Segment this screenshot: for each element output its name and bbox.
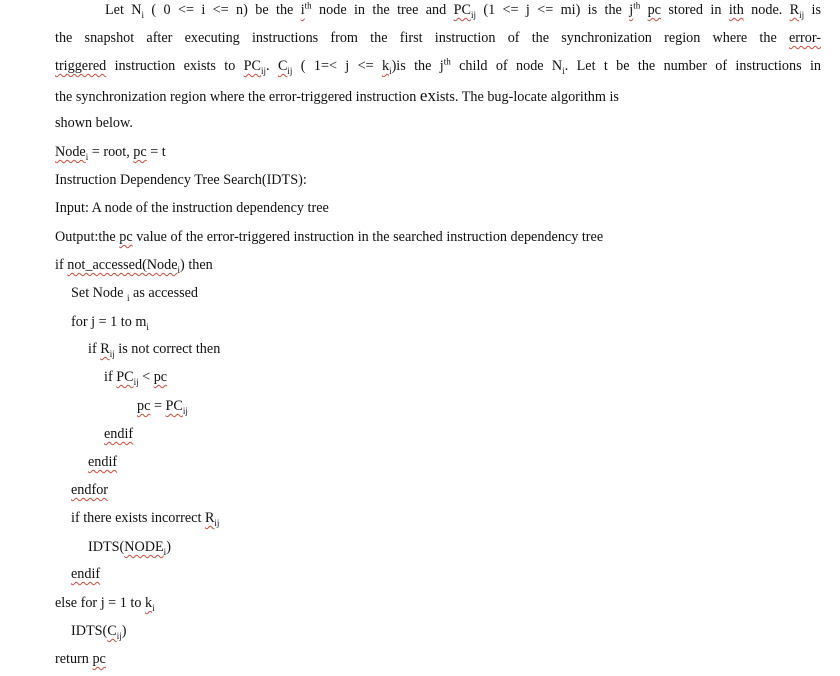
text: instruction exists to [106,58,244,74]
algo-endif-outer: endif [71,566,101,582]
algo-output [55,228,603,246]
text: as accessed [129,285,199,301]
text-large: ex [419,86,436,105]
algo-return [55,650,106,668]
spell-flag [278,58,292,74]
paragraph-line-3 [55,57,821,75]
algo-if-not-accessed [55,256,213,274]
algo-for-loop [71,313,149,331]
spell-flag: j [629,2,634,18]
spell-flag [454,2,476,18]
superscript: th [304,0,312,11]
paragraph-line-2 [55,29,821,47]
algo-recursive-call-child [71,622,126,640]
text: . [266,58,278,74]
spell-flag: error- [788,30,821,46]
text: . Let t be the number of instructions in [564,58,822,74]
algo-if-not-correct [88,340,220,358]
algo-input: Input: A node of the instruction dependency tree [55,200,329,216]
text: node in the tree and [311,2,454,18]
subscript: ij [109,348,115,359]
spell-flag [124,539,166,555]
text: Let N [105,2,142,18]
text: = [150,398,166,414]
algo-set-accessed [71,284,198,302]
text: < [138,369,154,385]
spell-flag [244,58,266,74]
subscript: i [146,321,149,332]
spell-flag [55,144,88,160]
text: not_accessed(Node [67,257,178,273]
subscript: i [177,264,181,275]
text: IDTS( [88,539,125,555]
text: for j = 1 to m [71,314,147,330]
spell-flag [145,595,155,611]
paragraph-line-4 [55,87,619,106]
spell-flag: pc [153,369,168,385]
text: the snapshot after executing instructions from the first instruction of the synchronization region where the [55,30,789,46]
subscript: ij [116,630,122,641]
spell-flag: i [300,2,305,18]
text: )is the j [391,58,444,74]
text: PC [165,398,183,414]
text: child of node N [450,58,563,74]
subscript: i [85,151,89,162]
spell-flag: pc [647,2,661,18]
subscript: ij [470,9,476,20]
text: if [104,369,117,385]
algo-assign-pc [137,397,188,415]
paragraph-line-5: shown below. [55,115,133,131]
subscript: ij [287,65,293,76]
spell-flag: pc [119,229,133,245]
spell-flag [166,398,188,414]
text: (1 <= j <= mi) is the [475,2,630,18]
algo-endif-inner: endif [104,426,134,442]
superscript: th [633,0,641,11]
text: C [277,58,288,74]
text: node. [743,2,790,18]
text: if [88,341,101,357]
text: ) then [180,257,213,273]
spell-flag [67,257,180,273]
text: PC [453,2,471,18]
spell-flag: pc [137,398,151,414]
subscript: i [562,65,565,76]
text: ( 0 <= i <= n) be the [144,2,301,18]
paragraph-line-1 [105,1,821,19]
text: = root, [88,144,134,160]
spell-flag [116,369,138,385]
algo-endif-middle: endif [88,454,118,470]
text: stored in [660,2,729,18]
text: ) [121,623,127,639]
text: IDTS( [71,623,108,639]
text: if [55,257,68,273]
text: is [804,2,821,18]
text: C [107,623,117,639]
text: is not correct then [114,341,221,357]
subscript: ij [799,9,805,20]
algo-endfor: endfor [71,482,109,498]
algo-title: Instruction Dependency Tree Search(IDTS): [55,172,307,188]
text: PC [243,58,262,74]
subscript: ij [261,65,267,76]
spell-flag: triggered [55,58,107,74]
subscript: i [389,65,392,76]
text: R [789,2,800,18]
spell-flag [790,2,804,18]
text: if there exists incorrect [71,510,205,526]
spell-flag [107,623,121,639]
algo-if-pc-compare [104,368,167,386]
text: ( 1=< j <= [292,58,382,74]
text: Node [55,144,86,160]
superscript: th [443,56,451,67]
spell-flag: ith [728,2,744,18]
spell-flag: pc [133,144,147,160]
text: R [204,510,215,526]
text: Output:the [55,229,120,245]
text: the synchronization region where the error-triggered instruction [55,89,420,105]
text: R [100,341,110,357]
text: return [55,651,93,667]
text: = t [146,144,166,160]
subscript: i [163,546,167,557]
text [640,2,647,18]
subscript: i [152,602,155,613]
spell-flag: pc [92,651,106,667]
algo-recursive-call-node [88,538,171,556]
subscript: ij [214,517,220,528]
subscript: ij [182,405,188,416]
text: value of the error-triggered instruction in the searched instruction dependency tree [132,229,604,245]
text: ists. The bug-locate algorithm is [435,89,619,105]
algo-if-exists-incorrect [71,509,219,527]
algo-else-for [55,594,155,612]
subscript: i [141,9,145,20]
spell-flag [205,510,219,526]
algo-init [55,143,166,161]
text: PC [116,369,134,385]
subscript: i [126,292,130,303]
text: k [381,58,390,74]
text: else for j = 1 to [55,595,145,611]
text: k [144,595,153,611]
text: NODE [124,539,164,555]
spell-flag [100,341,114,357]
subscript: ij [133,376,139,387]
text: ) [166,539,171,555]
text: Set Node [71,285,127,301]
spell-flag [382,58,392,74]
